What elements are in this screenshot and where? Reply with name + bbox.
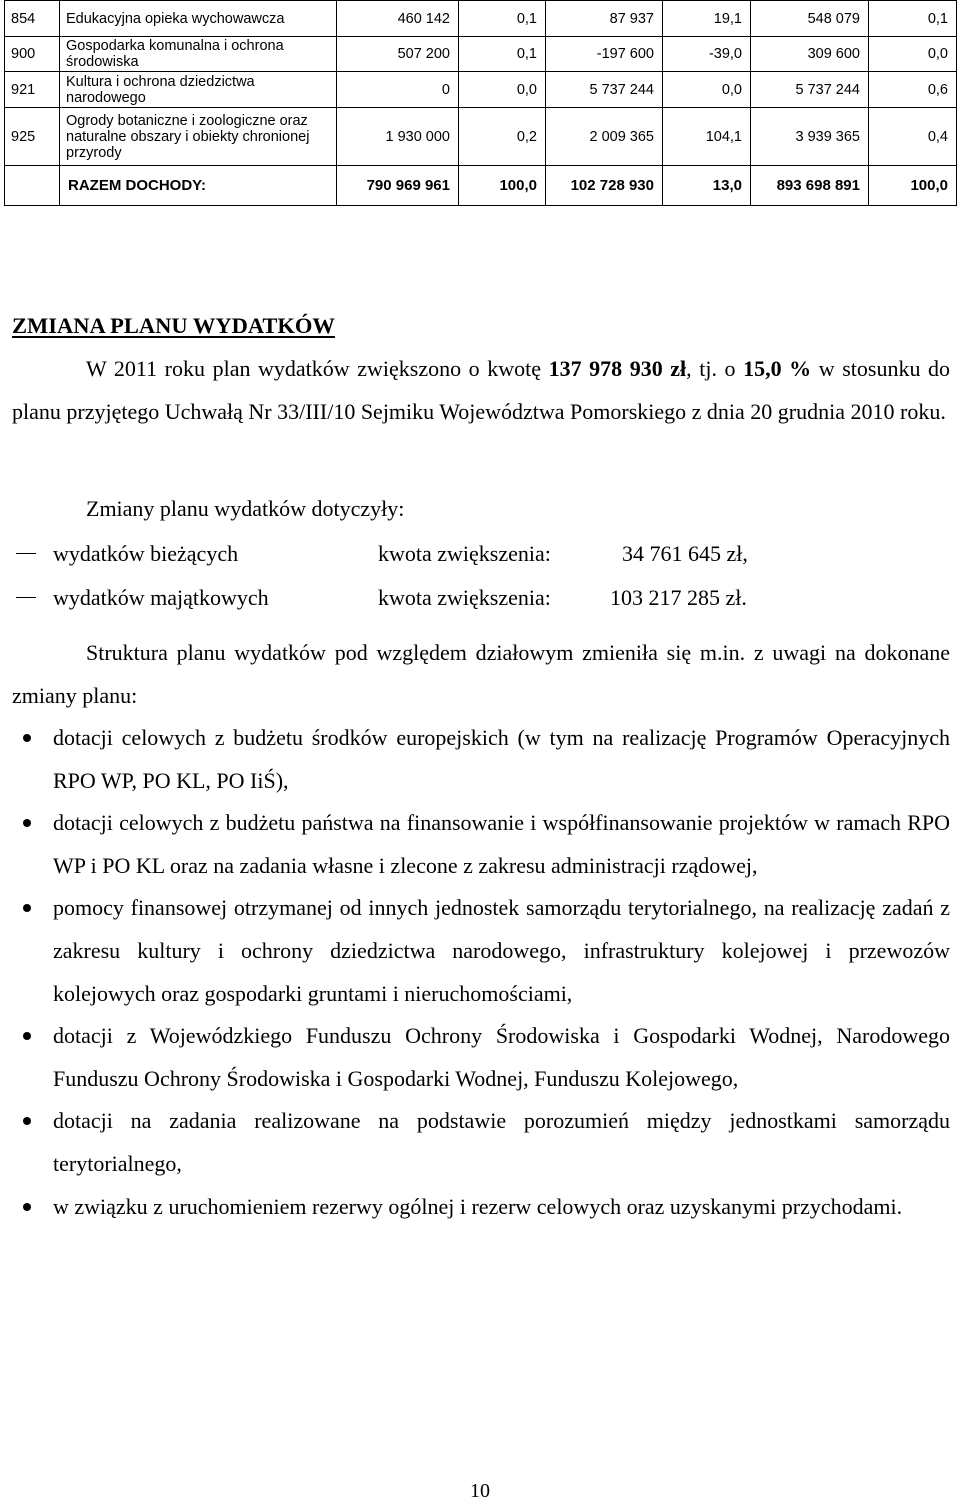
value-cell: 0,0 [869, 37, 957, 72]
value-cell: 5 737 244 [751, 72, 869, 108]
dash-marker [16, 553, 36, 554]
bullet-icon [23, 1117, 31, 1125]
change-item [12, 577, 912, 619]
total-value: 790 969 961 [337, 166, 459, 206]
value-cell: 0,1 [459, 37, 546, 72]
bullet-icon [23, 904, 31, 912]
page-number: 10 [470, 1480, 490, 1502]
intro-paragraph [12, 348, 950, 433]
list-item-text: w związku z uruchomieniem rezerwy ogólnej i rezerw celowych oraz uzyskanymi przychodami. [53, 1193, 903, 1219]
value-cell: 104,1 [663, 108, 751, 166]
value-cell: 0,2 [459, 108, 546, 166]
value-cell: 507 200 [337, 37, 459, 72]
bullet-icon [23, 1203, 31, 1211]
list-item [12, 1186, 950, 1229]
table-row [5, 72, 957, 108]
section-heading: ZMIANA PLANU WYDATKÓW [12, 313, 335, 338]
dash-marker [16, 597, 36, 598]
bullet-list [12, 717, 950, 1228]
table-row [5, 37, 957, 72]
list-item [12, 1015, 950, 1100]
change-amount: 34 761 645 zł, [622, 541, 748, 566]
bullet-icon [23, 819, 31, 827]
value-cell: 1 930 000 [337, 108, 459, 166]
total-value: 102 728 930 [546, 166, 663, 206]
increase-amount: 137 978 930 zł [548, 356, 687, 381]
increase-percent: 15,0 % [743, 356, 812, 381]
bullet-icon [23, 734, 31, 742]
value-cell: -197 600 [546, 37, 663, 72]
list-item [12, 717, 950, 802]
value-cell: 0,1 [869, 1, 957, 37]
value-cell: 5 737 244 [546, 72, 663, 108]
division-code: 925 [5, 108, 60, 166]
value-cell: 460 142 [337, 1, 459, 37]
value-cell: 0,6 [869, 72, 957, 108]
value-cell: 309 600 [751, 37, 869, 72]
division-code: 854 [5, 1, 60, 37]
division-code: 921 [5, 72, 60, 108]
division-name: Edukacyjna opieka wychowawcza [60, 1, 337, 37]
value-cell: 0,0 [663, 72, 751, 108]
table-row [5, 1, 957, 37]
change-label: kwota zwiększenia: [378, 585, 551, 610]
division-code: 900 [5, 37, 60, 72]
value-cell: 2 009 365 [546, 108, 663, 166]
value-cell: 0 [337, 72, 459, 108]
changes-lead: Zmiany planu wydatków dotyczyły: [86, 496, 405, 521]
intro-text: , tj. o [686, 356, 744, 381]
list-item-text: dotacji z Wojewódzkiego Funduszu Ochrony Środowiska i Gospodarki Wodnej, Narodowego Funduszu Ochrony Środowiska i Gospodarki Wodnej, Funduszu Kolejowego, [53, 1023, 950, 1091]
value-cell: 0,0 [459, 72, 546, 108]
budget-table [4, 0, 957, 206]
change-amount: 103 217 285 zł. [610, 585, 747, 610]
change-type: wydatków majątkowych [53, 585, 269, 610]
division-name: Ogrody botaniczne i zoologiczne oraz naturalne obszary i obiekty chronionej przyrody [60, 108, 337, 166]
total-value: 893 698 891 [751, 166, 869, 206]
change-type: wydatków bieżących [53, 541, 239, 566]
list-item [12, 887, 950, 1015]
intro-text: W 2011 roku plan wydatków zwiększono o kwotę [86, 356, 549, 381]
total-label: RAZEM DOCHODY: [60, 166, 337, 206]
total-value: 100,0 [869, 166, 957, 206]
list-item-text: dotacji celowych z budżetu środków europejskich (w tym na realizację Programów Operacyjnych RPO WP, PO KL, PO IiŚ), [53, 725, 950, 793]
list-item [12, 1100, 950, 1185]
division-name: Kultura i ochrona dziedzictwa narodowego [60, 72, 337, 108]
value-cell: 0,4 [869, 108, 957, 166]
value-cell: -39,0 [663, 37, 751, 72]
list-item-text: dotacji na zadania realizowane na podstawie porozumień między jednostkami samorządu terytorialnego, [53, 1108, 950, 1176]
total-row [5, 166, 957, 206]
list-item-text: pomocy finansowej otrzymanej od innych jednostek samorządu terytorialnego, na realizację zadań z zakresu kultury i ochrony dziedzictwa narodowego, infrastruktury kolejowej i przewozów kolejowych oraz gospodarki gruntami i nieruchomościami, [53, 895, 950, 1006]
list-item-text: dotacji celowych z budżetu państwa na finansowanie i współfinansowanie projektów w ramach RPO WP i PO KL oraz na zadania własne i zlecone z zakresu administracji rządowej, [53, 810, 950, 878]
value-cell: 87 937 [546, 1, 663, 37]
total-code-cell [5, 166, 60, 206]
structure-paragraph: Struktura planu wydatków pod względem działowym zmieniła się m.in. z uwagi na dokonane zmiany planu: [12, 640, 950, 708]
change-item [12, 533, 912, 575]
intro-text: w stosunku do planu przyjętego Uchwałą Nr 33/III/10 Sejmiku Województwa Pomorskiego z dnia 20 grudnia 2010 roku. [12, 356, 951, 424]
total-value: 100,0 [459, 166, 546, 206]
value-cell: 548 079 [751, 1, 869, 37]
value-cell: 19,1 [663, 1, 751, 37]
total-value: 13,0 [663, 166, 751, 206]
list-item [12, 802, 950, 887]
change-label: kwota zwiększenia: [378, 541, 551, 566]
value-cell: 3 939 365 [751, 108, 869, 166]
value-cell: 0,1 [459, 1, 546, 37]
table-row [5, 108, 957, 166]
bullet-icon [23, 1032, 31, 1040]
division-name: Gospodarka komunalna i ochrona środowiska [60, 37, 337, 72]
